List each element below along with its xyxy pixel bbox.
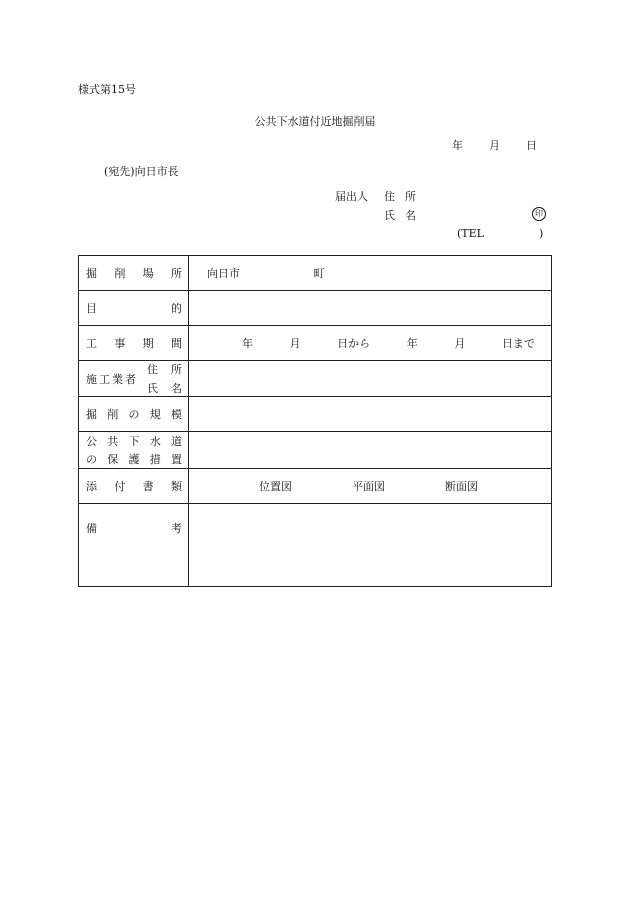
label-char: 氏 — [147, 382, 158, 395]
tel-label: (TEL — [457, 227, 484, 240]
label-char: 措 — [149, 453, 161, 466]
label-char: 書 — [142, 480, 154, 493]
label-char: 共 — [107, 435, 119, 448]
addressee: (宛先)向日市長 — [104, 165, 179, 178]
label-char: 下 — [128, 435, 140, 448]
label-char: 所 — [171, 363, 182, 376]
label-char: 削 — [114, 267, 126, 280]
tel-close-paren: ) — [539, 227, 544, 240]
attachment-plan-view: 平面図 — [352, 480, 385, 493]
label-char: 目 — [86, 302, 97, 315]
label-char: 的 — [171, 302, 182, 315]
seal-mark: 印 — [532, 207, 546, 221]
date-month: 月 — [489, 139, 500, 152]
period-label — [79, 326, 189, 361]
location-label — [79, 256, 189, 291]
table-row-purpose — [79, 291, 552, 326]
label-char: 模 — [171, 408, 182, 421]
date-line — [452, 140, 537, 151]
label-char: 氏 — [384, 209, 395, 222]
form-number: 様式第15号 — [78, 83, 136, 96]
table-row-location — [79, 256, 552, 291]
table-row-remarks — [79, 504, 552, 587]
label-char: 添 — [86, 480, 97, 493]
table-row-attachments — [79, 469, 552, 504]
label-char: の — [128, 408, 140, 421]
end-month: 月 — [454, 337, 466, 350]
label-char: 所 — [405, 190, 416, 203]
period-field[interactable] — [189, 326, 552, 361]
label-char: 住 — [384, 190, 395, 203]
purpose-field[interactable] — [189, 291, 552, 326]
applicant-label: 届出人 — [335, 190, 368, 203]
label-char: 工 — [86, 337, 97, 350]
end-year: 年 — [406, 337, 418, 350]
start-day: 日から — [337, 337, 371, 350]
application-table — [78, 255, 552, 587]
label-char: 名 — [171, 382, 182, 395]
label-char: 削 — [107, 408, 119, 421]
label-char: 所 — [170, 267, 182, 280]
remarks-field[interactable] — [189, 504, 552, 587]
remarks-label — [79, 504, 189, 587]
table-row-period — [79, 326, 552, 361]
location-field[interactable] — [189, 256, 552, 291]
contractor-label — [79, 361, 189, 397]
label-char: 考 — [171, 522, 182, 535]
label-char: 水 — [149, 435, 161, 448]
contractor-label-text: 施工業者 — [86, 372, 138, 386]
applicant-name-label — [384, 210, 416, 221]
label-char: 期 — [142, 337, 154, 350]
label-char: の — [86, 453, 97, 466]
form-title: 公共下水道付近地掘削届 — [254, 115, 376, 128]
table-row-protection — [79, 432, 552, 469]
label-char: 置 — [171, 453, 182, 466]
scale-label — [79, 397, 189, 432]
protection-field[interactable] — [189, 432, 552, 469]
contractor-field[interactable] — [189, 361, 552, 397]
date-year: 年 — [452, 139, 463, 152]
label-char: 間 — [170, 337, 182, 350]
label-char: 護 — [128, 453, 140, 466]
city-label: 向日市 — [207, 267, 240, 280]
end-day: 日まで — [501, 337, 535, 350]
label-char: 場 — [142, 267, 154, 280]
label-char: 付 — [114, 480, 126, 493]
label-char: 掘 — [86, 408, 97, 421]
table-row-scale — [79, 397, 552, 432]
label-char: 住 — [147, 363, 158, 376]
town-label: 町 — [313, 267, 325, 280]
table-row-contractor — [79, 361, 552, 397]
date-day: 日 — [526, 139, 537, 152]
label-char: 規 — [149, 408, 161, 421]
label-char: 備 — [86, 522, 97, 535]
attachments-label — [79, 469, 189, 504]
label-char: 名 — [405, 209, 416, 222]
purpose-label — [79, 291, 189, 326]
protection-label — [79, 432, 189, 469]
attachment-location-map: 位置図 — [259, 480, 292, 493]
label-char: 保 — [107, 453, 119, 466]
label-char: 道 — [171, 435, 182, 448]
start-year: 年 — [242, 337, 253, 350]
attachments-field[interactable] — [189, 469, 552, 504]
attachment-cross-section: 断面図 — [445, 480, 478, 493]
label-char: 公 — [86, 435, 97, 448]
label-char: 類 — [170, 480, 182, 493]
applicant-address-label — [384, 191, 416, 202]
start-month: 月 — [289, 337, 301, 350]
scale-field[interactable] — [189, 397, 552, 432]
label-char: 事 — [114, 337, 126, 350]
label-char: 掘 — [86, 267, 97, 280]
